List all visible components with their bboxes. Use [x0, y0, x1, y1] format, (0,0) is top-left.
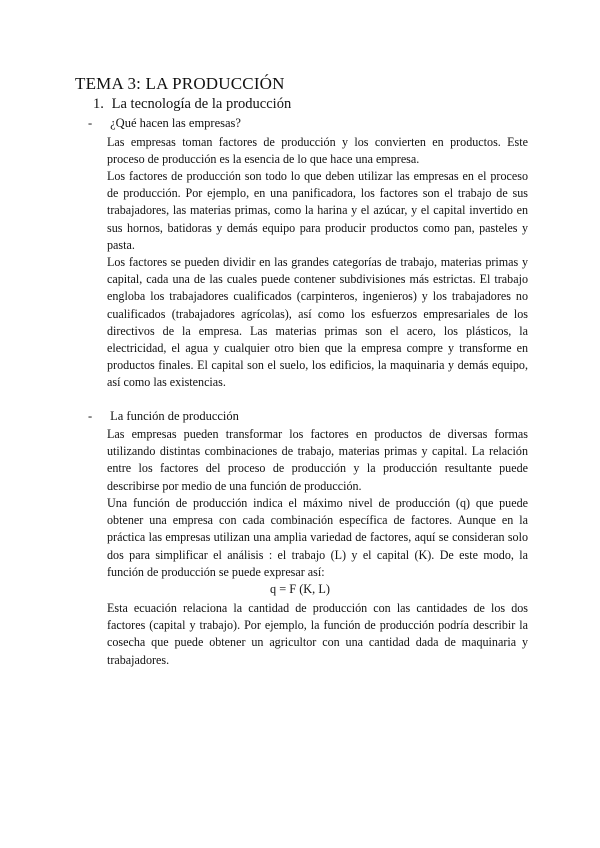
subsection-title: ¿Qué hacen las empresas? [110, 116, 241, 130]
paragraph: Una función de producción indica el máximo nivel de producción (q) que puede obtener una empresa con cada combinación específica de factores. Aunque en la práctica las empresas utilizan una amplia variedad de factores, aquí se consideran solo dos para simplificar el análisis : el trabajo (L) y el capital (K). De este modo, la función de producción se puede expresar así: [107, 496, 528, 579]
paragraph: Los factores se pueden dividir en las grandes categorías de trabajo, materias primas y capital, cada una de las cuales puede contener subdivisiones más estrictas. El trabajo engloba los trabajadores cualificados (carpinteros, ingenieros) y los trabajadores no cualificados (trabajadores agrícolas), así como los esfuerzos empresariales de los directivos de la empresa. Las materias primas son el acero, los plásticos, la electricidad, el agua y cualquier otro bien que la empresa compre y transforme en productos finales. El capital son el suelo, los edificios, la maquinaria y demás equipo, así como las existencias. [107, 255, 528, 390]
paragraph: Esta ecuación relaciona la cantidad de producción con las cantidades de los dos factores (capital y trabajo). Por ejemplo, la función de producción podría describir la cosecha que puede obtener un agricultor con una cantidad dada de maquinaria y trabajadores. [107, 601, 528, 667]
paragraph: Las empresas toman factores de producción y los convierten en productos. Este proceso de producción es la esencia de lo que hace una empresa. [107, 135, 528, 167]
paragraph: Las empresas pueden transformar los factores en productos de diversas formas utilizando distintas combinaciones de trabajo, materias primas y capital. La relación entre los factores del proceso de producción y la producción resultante puede describirse por medio de una función de producción. [107, 427, 528, 493]
section-heading [93, 96, 291, 113]
dash-bullet: - [88, 409, 93, 423]
paragraph: Los factores de producción son todo lo que deben utilizar las empresas en el proceso de producción. Por ejemplo, en una panificadora, los factores son el trabajo de sus trabajadores, las materias primas, como la harina y el azúcar, y el capital invertido en sus hornos, batidoras y demás equipo para producir productos como pan, pasteles y pasta. [107, 169, 528, 252]
production-function-formula: q = F (K, L) [270, 582, 330, 596]
page-title: TEMA 3: LA PRODUCCIÓN [75, 74, 285, 93]
section-title: La tecnología de la producción [111, 96, 292, 112]
dash-bullet: - [88, 116, 93, 130]
subsection-heading-funcion [88, 409, 239, 424]
subsection-title: La función de producción [110, 409, 239, 423]
section-number: 1. [93, 96, 104, 112]
subsection-heading-empresas [88, 116, 241, 131]
